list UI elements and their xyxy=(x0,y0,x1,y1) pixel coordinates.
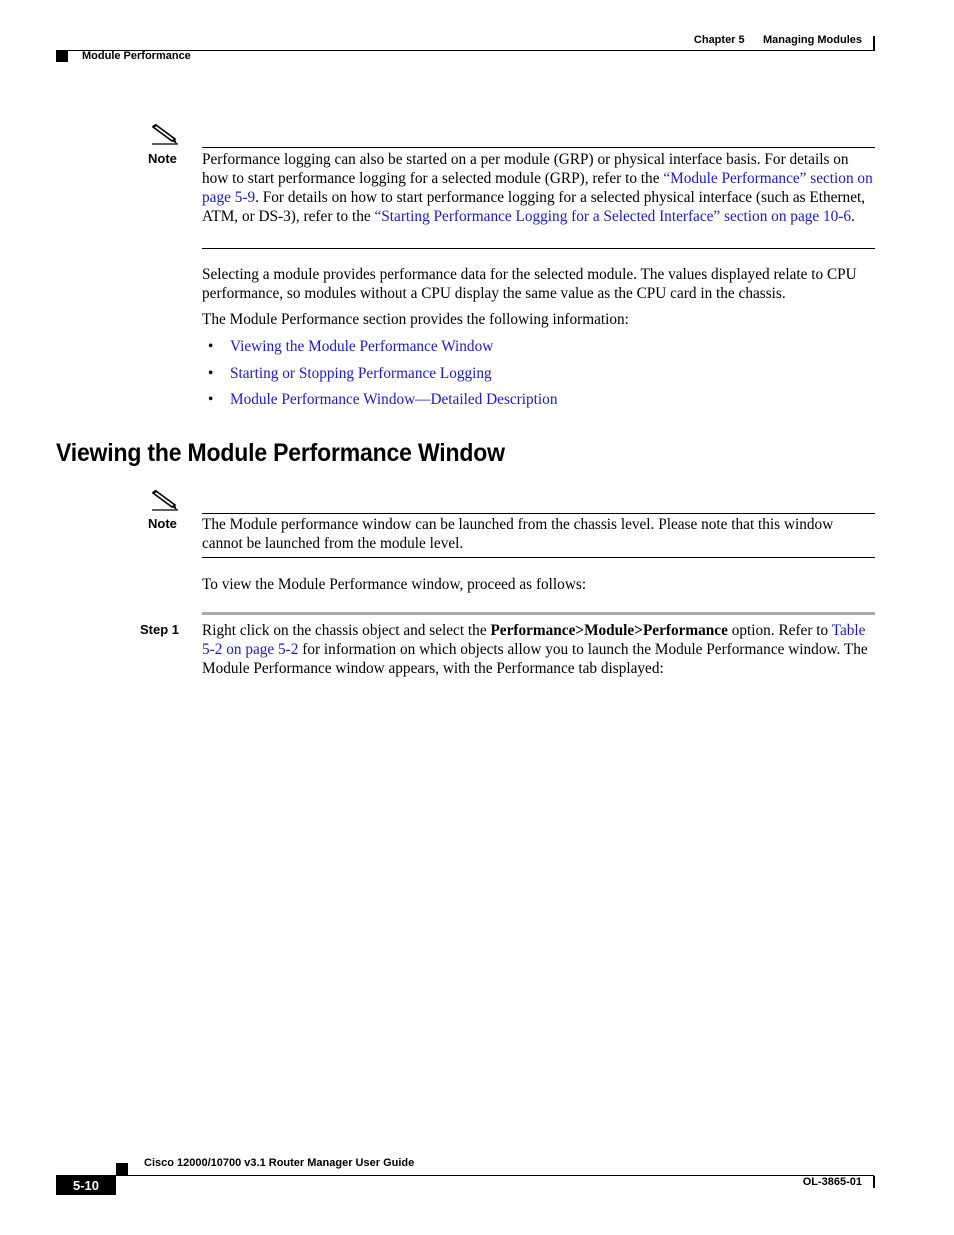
topic-list xyxy=(202,337,875,417)
list-item xyxy=(202,364,875,391)
note-top-rule xyxy=(202,147,875,148)
footer-vertical-bar xyxy=(873,1176,875,1188)
footer-rule xyxy=(56,1175,874,1176)
chapter-title: Managing Modules xyxy=(763,34,862,46)
note-bottom-rule xyxy=(202,248,875,249)
step-label: Step 1 xyxy=(140,622,180,637)
note-body: The Module performance window can be launched from the chassis level. Please note that this window cannot be launched from the module level. xyxy=(202,516,834,552)
list-item xyxy=(202,337,875,364)
header-marker-block xyxy=(56,51,68,62)
step-rule xyxy=(202,612,875,615)
link-module-performance-window-description[interactable]: Module Performance Window—Detailed Description xyxy=(230,391,558,408)
procedure-lead-in: To view the Module Performance window, proceed as follows: xyxy=(202,576,587,593)
document-number: OL-3865-01 xyxy=(802,1176,862,1188)
note-body: Performance logging can also be started on a per module (GRP) or physical interface basis. For details on how to start performance logging for a selected module (GRP), refer to the “Module Performance” section on page 5-9. For details on how to start performance logging for a selected physical interface (such as Ethernet, ATM, or DS-3), refer to the “Starting Performance Logging for a Selected Interface” section on page 10-6. xyxy=(202,151,873,225)
note-label: Note xyxy=(148,516,177,531)
link-starting-performance-logging-interface[interactable]: “Starting Performance Logging for a Selected Interface” section on page 10-6 xyxy=(374,208,852,225)
step-text: Right click on the chassis object and select the Performance>Module>Performance option. Refer to Table 5-2 on page 5-2 for information on which objects allow you to launch the Module Performance window. The Module Performance window appears, with the Performance tab displayed: xyxy=(202,622,868,677)
section-overview-paragraph: The Module Performance section provides the following information: xyxy=(202,311,629,328)
note-label: Note xyxy=(148,151,177,166)
note-top-rule xyxy=(202,513,875,514)
link-table-5-2[interactable]: Table 5-2 on page 5-2 xyxy=(202,622,866,658)
list-item xyxy=(202,390,875,417)
footer-marker-block xyxy=(116,1163,128,1175)
running-header-chapter xyxy=(694,34,862,46)
link-viewing-module-performance-window[interactable]: Viewing the Module Performance Window xyxy=(230,338,494,355)
note-pencil-icon xyxy=(150,490,180,512)
page-number: 5-10 xyxy=(56,1176,116,1195)
chapter-number: Chapter 5 xyxy=(693,34,745,46)
intro-paragraph: Selecting a module provides performance data for the selected module. The values displayed relate to CPU performance, so modules without a CPU display the same value as the CPU card in the chassis. xyxy=(202,266,857,302)
menu-path: Performance>Module>Performance xyxy=(490,622,728,639)
link-starting-stopping-performance-logging[interactable]: Starting or Stopping Performance Logging xyxy=(230,364,492,382)
footer-guide-title: Cisco 12000/10700 v3.1 Router Manager User Guide xyxy=(144,1157,415,1169)
section-heading: Viewing the Module Performance Window xyxy=(56,439,505,467)
running-header-section: Module Performance xyxy=(82,50,191,62)
note-bottom-rule xyxy=(202,557,875,558)
link-module-performance-section[interactable]: “Module Performance” section on page 5-9 xyxy=(202,170,873,206)
header-vertical-bar xyxy=(873,36,875,51)
note-pencil-icon xyxy=(150,124,180,146)
